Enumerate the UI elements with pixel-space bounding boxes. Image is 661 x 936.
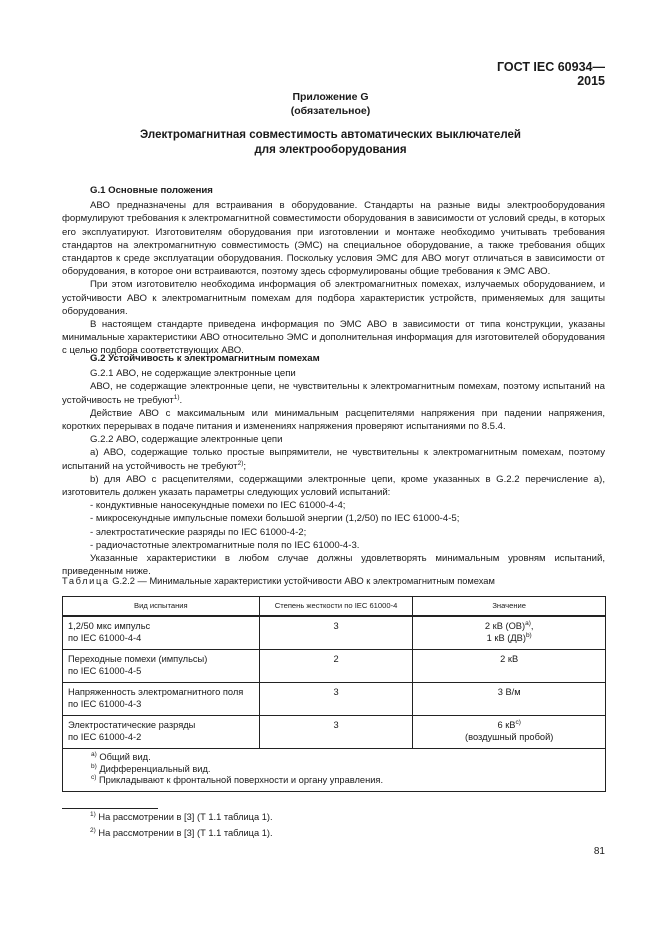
title-line-2: для электрооборудования <box>254 144 407 156</box>
column-header: Вид испытания <box>63 597 260 617</box>
severity-cell: 2 <box>259 650 413 683</box>
paragraph: В настоящем стандарте приведена информация по ЭМС АВО в зависимости от типа конструкции, указаны минимальные характеристики АВО относительно ЭМС и дополнительная информация для изготовителей оборудования с целью подбора соответствующих АВО. <box>62 319 605 357</box>
table-note: $^{b)}$ Дифференциальный вид. <box>91 762 211 774</box>
list-item-b: b) для АВО с расцепителями, содержащими электронные цепи, кроме указанных в G.2.2 перечисление а), изготовитель должен указать параметры следующих условий испытаний: <box>62 473 605 499</box>
footnote-2: $^{2)}$ На рассмотрении в [3] (Т 1.1 таблица 1). <box>90 827 273 838</box>
subsection-title: G.2.1 АВО, не содержащие электронные цепи <box>90 368 296 380</box>
list-item: - электростатические разряды по IEC 61000-4-2; <box>90 526 307 538</box>
list-item-a: a) АВО, содержащие только простые выпрямители, не чувствительны к электромагнитным помехам, поэтому испытаний на устойчивость не требуют$^{2)}$; <box>62 447 605 472</box>
table-caption <box>62 576 495 586</box>
value-cell: 3 В/м <box>413 683 606 716</box>
column-header: Степень жесткости по IEC 61000-4 <box>259 597 413 617</box>
section-g2 <box>62 352 605 578</box>
paragraph: АВО, не содержащие электронные цепи, не чувствительны к электромагнитным помехам, поэтому испытаний на устойчивость не требуют$^{1)}$. <box>62 381 605 406</box>
test-type-cell: 1,2/50 мкс импульс по IEC 61000-4-4 <box>63 616 260 650</box>
table-row <box>63 616 606 650</box>
table-caption-prefix: Таблица <box>62 576 110 586</box>
paragraph: Указанные характеристики в любом случае должны удовлетворять минимальным уровням испытаний, приведенным ниже. <box>62 553 605 578</box>
value-cell: 6 $кВ^{c)}$ (воздушный пробой) <box>413 716 606 749</box>
footnote-ref[interactable]: 1) <box>173 393 180 401</box>
footnote-divider <box>62 808 158 809</box>
page-title <box>0 128 661 158</box>
section-heading-g2: G.2 Устойчивость к электромагнитным помехам <box>90 353 320 364</box>
paragraph: АВО предназначены для встраивания в оборудование. Стандарты на разные виды электрооборудования формулируют требования к электромагнитной совместимости оборудования в зависимости от условий среды, в которых его эксплуатируют. Изготовителям оборудования при изготовлении и монтаже необходимо учитывать требования стандартов на электромагнитную совместимость (ЭМС) на специальное оборудование, а также требования общих стандартов к среде эксплуатации оборудования. Поскольку условия ЭМС для АВО могут отличаться в зависимости от оборудования, в которое они встраиваются, поэтому здесь сформулированы общие требования к ЭМС АВО. <box>62 200 605 278</box>
value-cell: 2 кВ (ОВ)$^{a)}$, 1 кВ (ДВ)$^{b)}$ <box>413 616 606 650</box>
test-type-cell: Переходные помехи (импульсы) по IEC 61000-4-5 <box>63 650 260 683</box>
paragraph: При этом изготовителю необходима информация об электромагнитных помехах, излучаемых оборудованием, и устойчивости АВО к электромагнитным помехам для подбора характеристик устройств, применяемых для защиты оборудования. <box>62 279 605 317</box>
section-heading-g1: G.1 Основные положения <box>90 185 213 196</box>
table-note: $^{a)}$ Общий вид. <box>91 751 151 762</box>
table-row <box>63 650 606 683</box>
severity-cell: 3 <box>259 716 413 749</box>
note-ref: a) <box>525 620 531 627</box>
severity-cell: 3 <box>259 683 413 716</box>
paragraph: Действие АВО с максимальным или минимальным расцепителями напряжения при падении напряжения, коротких перерывах в подаче питания и изменениях напряжения проверяют испытаниями по 8.5.4. <box>62 407 605 433</box>
standard-number: ГОСТ IEC 60934—2015 <box>496 60 605 88</box>
table-caption-text: G.2.2 — Минимальные характеристики устойчивости АВО к электромагнитным помехам <box>109 576 495 586</box>
emc-table <box>62 596 606 792</box>
list-item: - кондуктивные наносекундные помехи по IEC 61000-4-4; <box>90 500 346 512</box>
note-ref: b) <box>525 632 532 639</box>
footnote-1: $^{1)}$ На рассмотрении в [3] (Т 1.1 таблица 1). <box>90 811 273 822</box>
appendix-status: (обязательное) <box>290 105 371 117</box>
test-type-cell: Электростатические разряды по IEC 61000-4-2 <box>63 716 260 749</box>
severity-cell: 3 <box>259 616 413 650</box>
table-note: $^{c)}$ Прикладывают к фронтальной поверхности и органу управления. <box>91 774 384 785</box>
test-list <box>62 499 605 552</box>
table-row <box>63 716 606 749</box>
note-ref: c) <box>515 719 521 726</box>
list-item: - радиочастотные электромагнитные поля по IEC 61000-4-3. <box>90 539 360 551</box>
title-line-1: Электромагнитная совместимость автоматических выключателей <box>140 129 521 141</box>
table-header-row <box>63 597 606 617</box>
column-header: Значение <box>413 597 606 617</box>
subsection-title: G.2.2 АВО, содержащие электронные цепи <box>90 434 283 446</box>
section-g1 <box>62 184 605 358</box>
page-number: 81 <box>593 846 605 857</box>
table-row <box>63 683 606 716</box>
value-cell: 2 кВ <box>413 650 606 683</box>
appendix-heading <box>0 90 661 118</box>
table-notes <box>63 749 606 792</box>
list-item: - микросекундные импульсные помехи большой энергии (1,2/50) по IEC 61000-4-5; <box>90 513 460 525</box>
table-notes-row <box>63 749 606 792</box>
appendix-label: Приложение G <box>292 91 369 103</box>
test-type-cell: Напряженность электромагнитного поля по IEC 61000-4-3 <box>63 683 260 716</box>
footnote-ref[interactable]: 2) <box>237 459 244 467</box>
